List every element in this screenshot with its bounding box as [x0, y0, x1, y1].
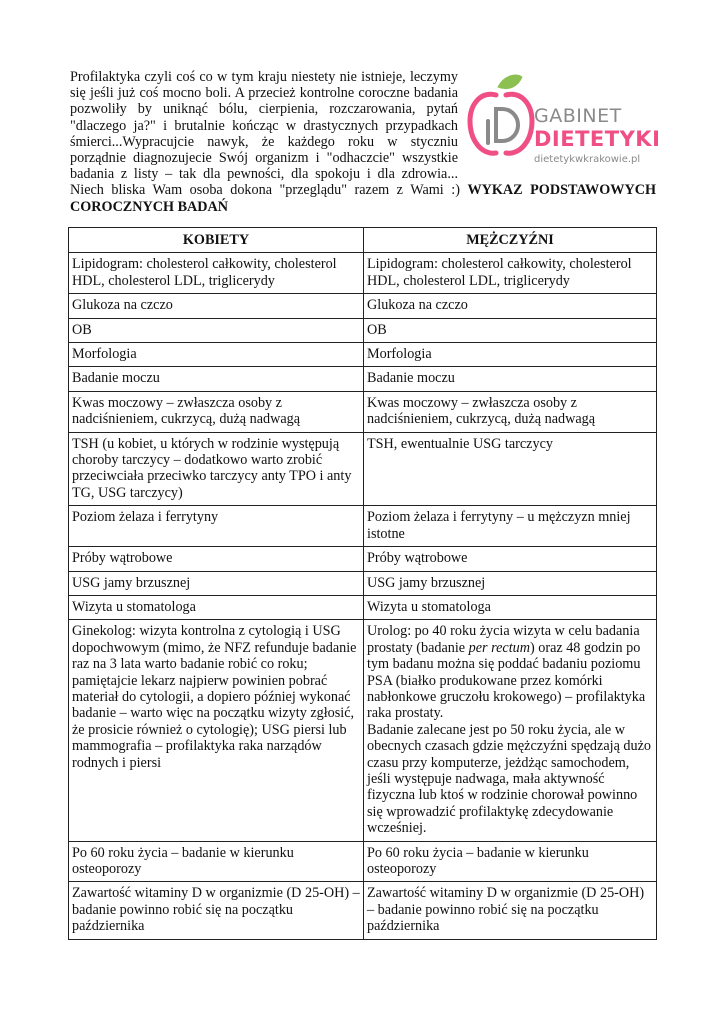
intro-text: Profilaktyka czyli coś co w tym kraju niestety nie istnieje, leczymy się jeśli już coś mocno boli. A przecież kontrolne coroczne badania pozwoliły by uniknąć bólu, cierpienia, rozczarowania, pytań "dlaczego ja?" i brutalnie kończąc w drastycznych przypadkach śmierci...Wypracujcie nawyk, że każdego roku w styczniu porządnie diagnozujecie Swój organizm i "odhaczcie" wszystkie badania z listy – tak dla pewności, dla spokoju i dla zdrowia... Niech bliska Wam osoba dokona "przeglądu" razem z Wami :) — [70, 69, 468, 199]
cell-men: Po 60 roku życia – badanie w kierunku osteoporozy — [364, 841, 657, 882]
list-heading: WYKAZ PODSTAWOWYCH COROCZNYCH BADAŃ — [70, 182, 656, 215]
table-row — [69, 253, 657, 294]
cell-women: Ginekolog: wizyta kontrolna z cytologią i USG dopochwowym (mimo, że NFZ refunduje badanie raz na 3 lata warto badanie robić co roku; pamiętajcie lekarz najpierw powinien pobrać materiał do cytologii, a dopiero później wykonać badanie – warto więc na początku wizyty zgłosić, że prosicie również o cytologię); USG piersi lub mammografia – profilaktyka raka narządów rodnych i piersi — [69, 620, 364, 841]
cell-women: Po 60 roku życia – badanie w kierunku osteoporozy — [69, 841, 364, 882]
table-header-row — [69, 228, 657, 253]
men-urolog-text-end: ) oraz 48 godzin po tym badanu można się poddać badaniu poziomu PSA (białko produkowane przez komórki nabłonkowe gruczołu krokowego) – profilaktyka raka prostaty. — [367, 639, 646, 722]
men-urolog-text: Urolog: po 40 roku życia wizyta w celu badania prostaty (badanie — [367, 623, 640, 656]
cell-men: OB — [364, 318, 657, 342]
table-row — [69, 367, 657, 391]
cell-women: Próby wątrobowe — [69, 547, 364, 571]
gabinet-dietetyki-logo[interactable] — [466, 69, 661, 169]
cell-men: Lipidogram: cholesterol całkowity, cholesterol HDL, cholesterol LDL, triglicerydy — [364, 253, 657, 294]
exams-table — [68, 227, 657, 940]
cell-women: Wizyta u stomatologa — [69, 595, 364, 619]
header-men: MĘŻCZYŹNI — [364, 228, 657, 253]
header-women: KOBIETY — [69, 228, 364, 253]
intro-section — [70, 69, 661, 215]
table-row — [69, 294, 657, 318]
cell-men: Kwas moczowy – zwłaszcza osoby z nadciśnieniem, cukrzycą, dużą nadwagą — [364, 391, 657, 432]
table-row — [69, 547, 657, 571]
table-row — [69, 620, 657, 841]
table-row — [69, 571, 657, 595]
logo-line2: DIETETYKI — [534, 127, 661, 151]
logo-line1: GABINET — [534, 105, 622, 127]
men-urolog-italic: per rectum — [468, 639, 530, 656]
cell-women: Kwas moczowy – zwłaszcza osoby z nadciśnieniem, cukrzycą, dużą nadwagą — [69, 391, 364, 432]
cell-women: Badanie moczu — [69, 367, 364, 391]
cell-men: Wizyta u stomatologa — [364, 595, 657, 619]
cell-men: Glukoza na czczo — [364, 294, 657, 318]
cell-men: Morfologia — [364, 343, 657, 367]
cell-men: USG jamy brzusznej — [364, 571, 657, 595]
table-row — [69, 343, 657, 367]
table-row — [69, 841, 657, 882]
table-row — [69, 882, 657, 939]
cell-men: Badanie moczu — [364, 367, 657, 391]
cell-women: TSH (u kobiet, u których w rodzinie występują choroby tarczycy – dodatkowo warto zrobić przeciwciała przeciwko tarczycy anty TPO i anty TG, USG tarczycy) — [69, 432, 364, 506]
cell-men: Zawartość witaminy D w organizmie (D 25-OH) – badanie powinno robić się na początku października — [364, 882, 657, 939]
logo-apple-icon — [466, 69, 536, 169]
logo-url: dietetykwkrakowie.pl — [534, 154, 641, 165]
table-row — [69, 506, 657, 547]
cell-women: USG jamy brzusznej — [69, 571, 364, 595]
cell-women: OB — [69, 318, 364, 342]
cell-men: Próby wątrobowe — [364, 547, 657, 571]
cell-men: Poziom żelaza i ferrytyny – u mężczyzn mniej istotne — [364, 506, 657, 547]
cell-women: Zawartość witaminy D w organizmie (D 25-OH) – badanie powinno robić się na początku października — [69, 882, 364, 939]
cell-women: Lipidogram: cholesterol całkowity, cholesterol HDL, cholesterol LDL, triglicerydy — [69, 253, 364, 294]
cell-men — [364, 620, 657, 841]
table-row — [69, 432, 657, 506]
table-row — [69, 391, 657, 432]
table-row — [69, 595, 657, 619]
men-urolog-note: Badanie zalecane jest po 50 roku życia, ale w obecnych czasach gdzie mężczyźni spędzają dużo czasu przy komputerze, jeżdżąc samochodem, jeśli występuje nadwaga, mała aktywność fizyczna lub ktoś w rodzinie chorował powinno się wprowadzić profilaktykę zdecydowanie wcześniej. — [367, 721, 651, 837]
table-row — [69, 318, 657, 342]
cell-women: Glukoza na czczo — [69, 294, 364, 318]
cell-women: Morfologia — [69, 343, 364, 367]
cell-women: Poziom żelaza i ferrytyny — [69, 506, 364, 547]
cell-men: TSH, ewentualnie USG tarczycy — [364, 432, 657, 506]
